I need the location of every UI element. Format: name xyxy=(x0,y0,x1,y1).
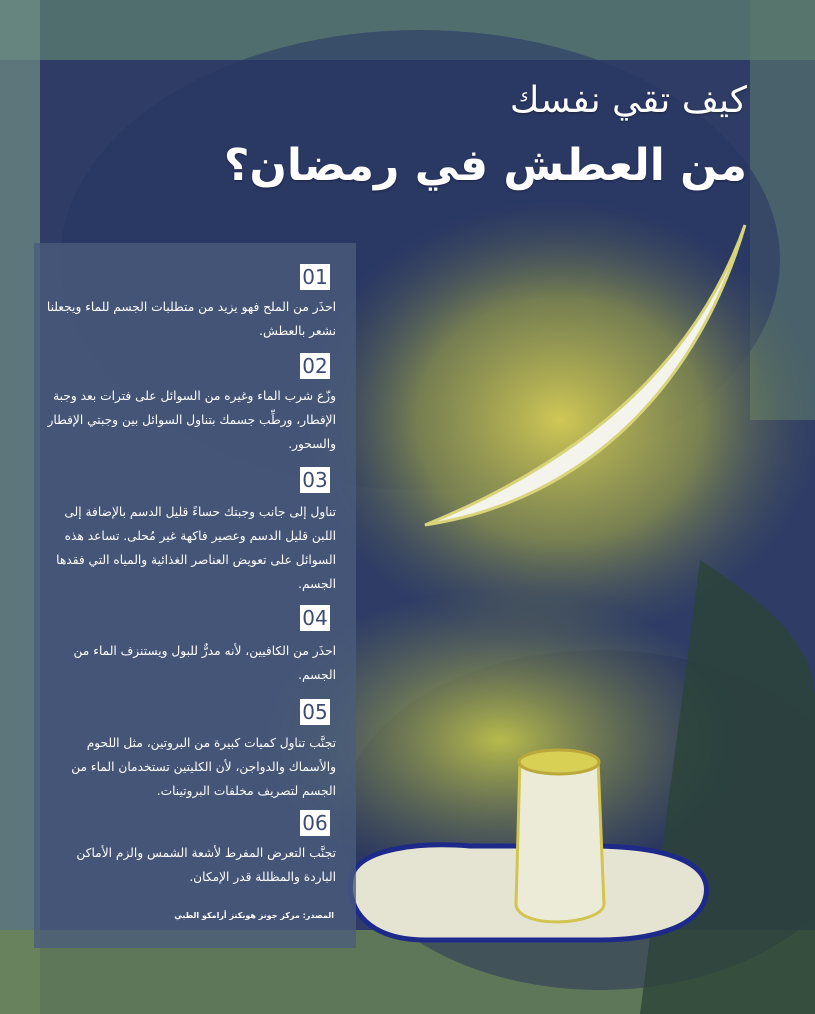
tip-text-06: تجنَّب التعرض المفرط لأشعة الشمس والزم الأماكن الباردة والمظللة قدر الإمكان. xyxy=(76,846,336,884)
tips-panel xyxy=(34,243,356,948)
tip-number-06: 06 xyxy=(300,810,330,836)
tip-text-04: احذَر من الكافيين، لأنه مدرٌّ للبول ويستنزف الماء من الجسم. xyxy=(73,644,336,682)
tip-number-01: 01 xyxy=(300,264,330,290)
tip-number-03: 03 xyxy=(300,467,330,493)
tip-text-05: تجنَّب تناول كميات كبيرة من البروتين، مثل اللحوم والأسماك والدواجن، لأن الكليتين تستخدمان الماء من الجسم لتصريف مخلفات البروتينات. xyxy=(71,736,336,798)
source-credit: المصدر: مركز جونز هوبكنز أرامكو الطبي xyxy=(174,911,334,920)
tip-text-01: احذَر من الملح فهو يزيد من متطلبات الجسم للماء ويجعلنا نشعر بالعطش. xyxy=(46,300,336,338)
tip-number-02: 02 xyxy=(300,353,330,379)
tip-text-03: تناول إلى جانب وجبتك حساءً قليل الدسم بالإضافة إلى اللبن قليل الدسم وعصير فاكهة غير مُحلى. تساعد هذه السوائل على تعويض العناصر الغذائية والمياه التي فقدها الجسم. xyxy=(56,505,336,591)
tip-text-02: وزّع شرب الماء وغيره من السوائل على فترات بعد وجبة الإفطار، ورطِّب جسمك بتناول السوائل بين وجبتي الإفطار والسحور. xyxy=(47,389,336,451)
title-line-1: كيف تقي نفسك xyxy=(509,80,747,121)
tip-number-05: 05 xyxy=(300,699,330,725)
tip-number-04: 04 xyxy=(300,605,330,631)
title-line-2: من العطش في رمضان؟ xyxy=(223,140,747,191)
